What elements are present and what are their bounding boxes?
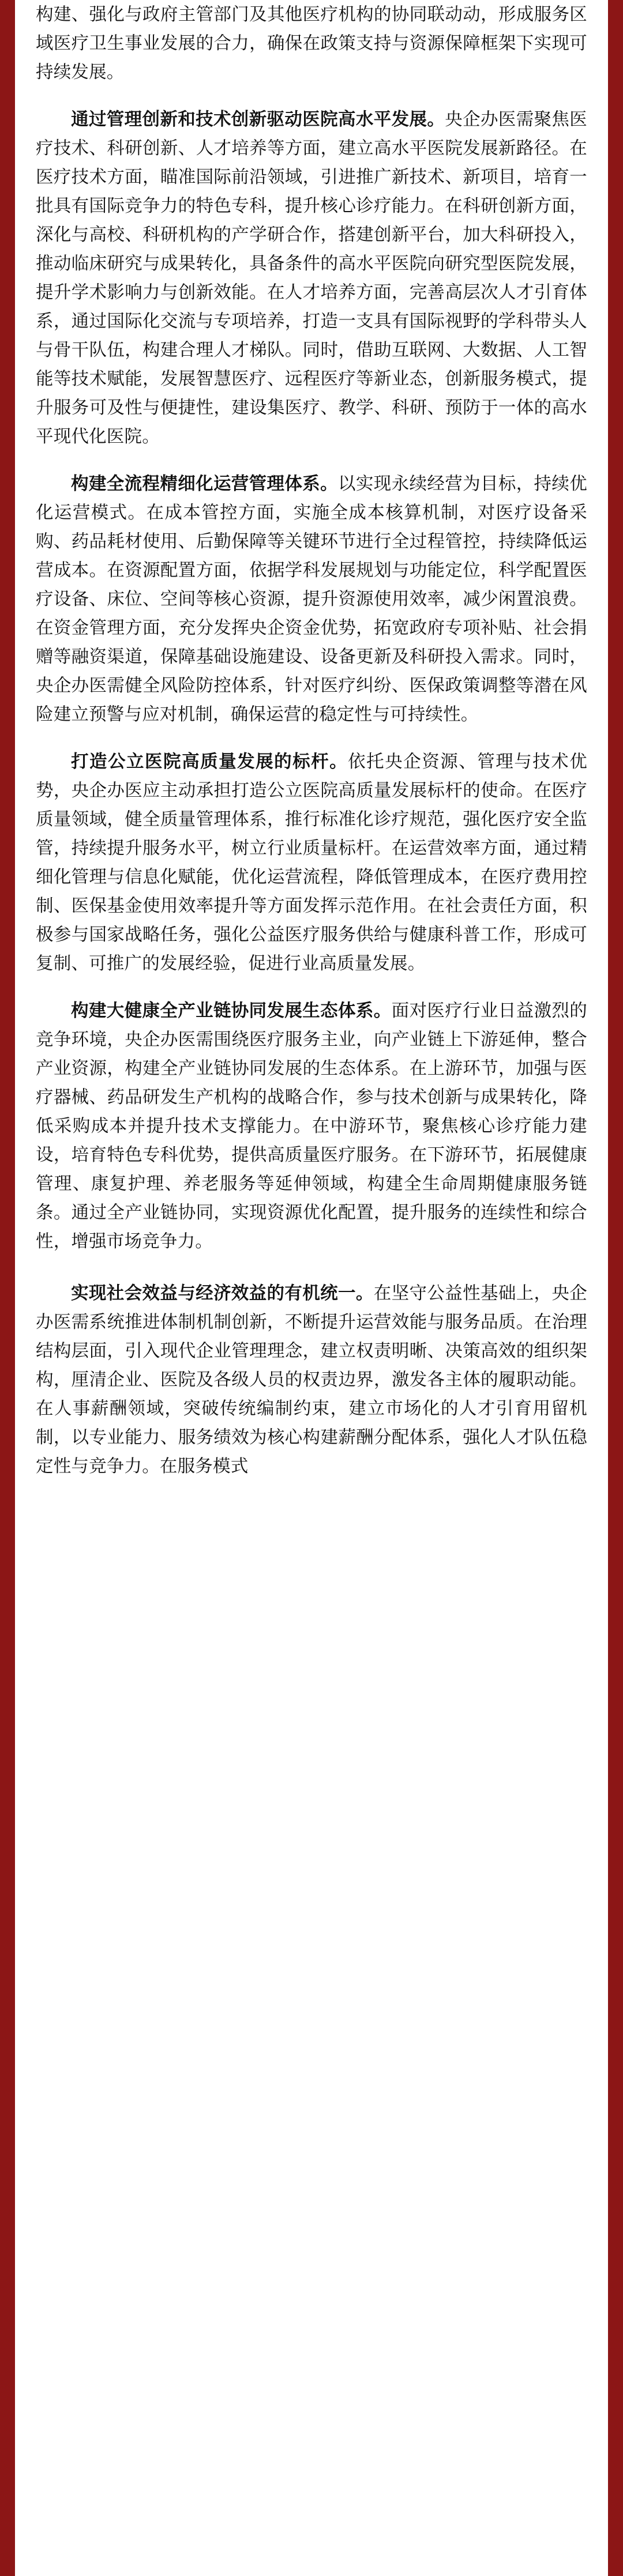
paragraph-gap <box>36 90 587 105</box>
paragraph-lead-management-innovation: 通过管理创新和技术创新驱动医院高水平发展。 <box>71 110 445 129</box>
paragraph-refined-operation <box>36 469 587 729</box>
right-margin-bar <box>608 0 623 2576</box>
paragraph-social-economic <box>36 1279 587 1481</box>
paragraph-body-social-economic: 在坚守公益性基础上，央企办医需系统推进体制机制创新，不断提升运营效能与服务品质。在治理结构层面，引入现代企业管理理念，建立权责明晰、决策高效的组织架构，厘清企业、医院及各级人员的权责边界，激发各主体的履职动能。在人事薪酬领域，突破传统编制约束，建立市场化的人才引育用留机制，以专业能力、服务绩效为核心构建薪酬分配体系，强化人才队伍稳定性与竞争力。在服务模式 <box>36 1283 587 1476</box>
paragraph-lead-benchmark: 打造公立医院高质量发展的标杆。 <box>71 752 348 771</box>
paragraph-gap <box>36 732 587 747</box>
paragraph-body-benchmark: 依托央企资源、管理与技术优势，央企办医应主动承担打造公立医院高质量发展标杆的使命。在医疗质量领域，健全质量管理体系，推行标准化诊疗规范，强化医疗安全监管，持续提升服务水平，树立行业质量标杆。在运营效率方面，通过精细化管理与信息化赋能，优化运营流程，降低管理成本，在医疗费用控制、医保基金使用效率提升等方面发挥示范作用。在社会责任方面，积极参与国家战略任务，强化公益医疗服务供给与健康科普工作，形成可复制、可推广的发展经验，促进行业高质量发展。 <box>36 752 588 973</box>
paragraph-lead-industry-chain: 构建大健康全产业链协同发展生态体系。 <box>71 1001 392 1020</box>
paragraph-gap <box>36 981 587 996</box>
left-margin-bar <box>0 0 15 2576</box>
paragraph-top-fragment: 构建、强化与政府主管部门及其他医疗机构的协同联动动，形成服务区域医疗卫生事业发展的合力，确保在政策支持与资源保障框架下实现可持续发展。 <box>36 5 587 82</box>
paragraph-body-refined-operation: 以实现永续经营为目标，持续优化运营模式。在成本管控方面，实施全成本核算机制，对医疗设备采购、药品耗材使用、后勤保障等关键环节进行全过程管控，持续降低运营成本。在资源配置方面，依据学科发展规划与功能定位，科学配置医疗设备、床位、空间等核心资源，提升资源使用效率，减少闲置浪费。在资金管理方面，充分发挥央企资金优势，拓宽政府专项补贴、社会捐赠等融资渠道，保障基础设施建设、设备更新及科研投入需求。同时，央企办医需健全风险防控体系，针对医疗纠纷、医保政策调整等潜在风险建立预警与应对机制，确保运营的稳定性与可持续性。 <box>36 474 587 724</box>
paragraph-lead-refined-operation: 构建全流程精细化运营管理体系。 <box>71 474 339 494</box>
paragraph-industry-chain <box>36 996 587 1256</box>
paragraph-gap <box>36 454 587 469</box>
paragraph-body-industry-chain: 面对医疗行业日益激烈的竞争环境，央企办医需围绕医疗服务主业，向产业链上下游延伸，整合产业资源，构建全产业链协同发展的生态体系。在上游环节，加强与医疗器械、药品研发生产机构的战略合作，参与技术创新与成果转化，降低采购成本并提升技术支撑能力。在中游环节，聚焦核心诊疗能力建设，培育特色专科优势，提供高质量医疗服务。在下游环节，拓展健康管理、康复护理、养老服务等延伸领域，构建全生命周期健康服务链条。通过全产业链协同，实现资源优化配置，提升服务的连续性和综合性，增强市场竞争力。 <box>36 1001 587 1251</box>
paragraph-lead-social-economic: 实现社会效益与经济效益的有机统一。 <box>71 1283 374 1303</box>
paragraph-gap <box>36 1259 587 1279</box>
paragraph-management-innovation <box>36 105 587 451</box>
paragraph-benchmark <box>36 747 587 978</box>
paragraph-body-management-innovation: 央企办医需聚焦医疗技术、科研创新、人才培养等方面，建立高水平医院发展新路径。在医疗技术方面，瞄准国际前沿领域，引进推广新技术、新项目，培育一批具有国际竞争力的特色专科，提升核心诊疗能力。在科研创新方面，深化与高校、科研机构的产学研合作，搭建创新平台，加大科研投入，推动临床研究与成果转化，具备条件的高水平医院向研究型医院发展，提升学术影响力与创新效能。在人才培养方面，完善高层次人才引育体系，通过国际化交流与专项培养，打造一支具有国际视野的学科带头人与骨干队伍，构建合理人才梯队。同时，借助互联网、大数据、人工智能等技术赋能，发展智慧医疗、远程医疗等新业态，创新服务模式，提升服务可及性与便捷性，建设集医疗、教学、科研、预防于一体的高水平现代化医院。 <box>36 110 587 446</box>
document-content <box>15 0 608 1481</box>
